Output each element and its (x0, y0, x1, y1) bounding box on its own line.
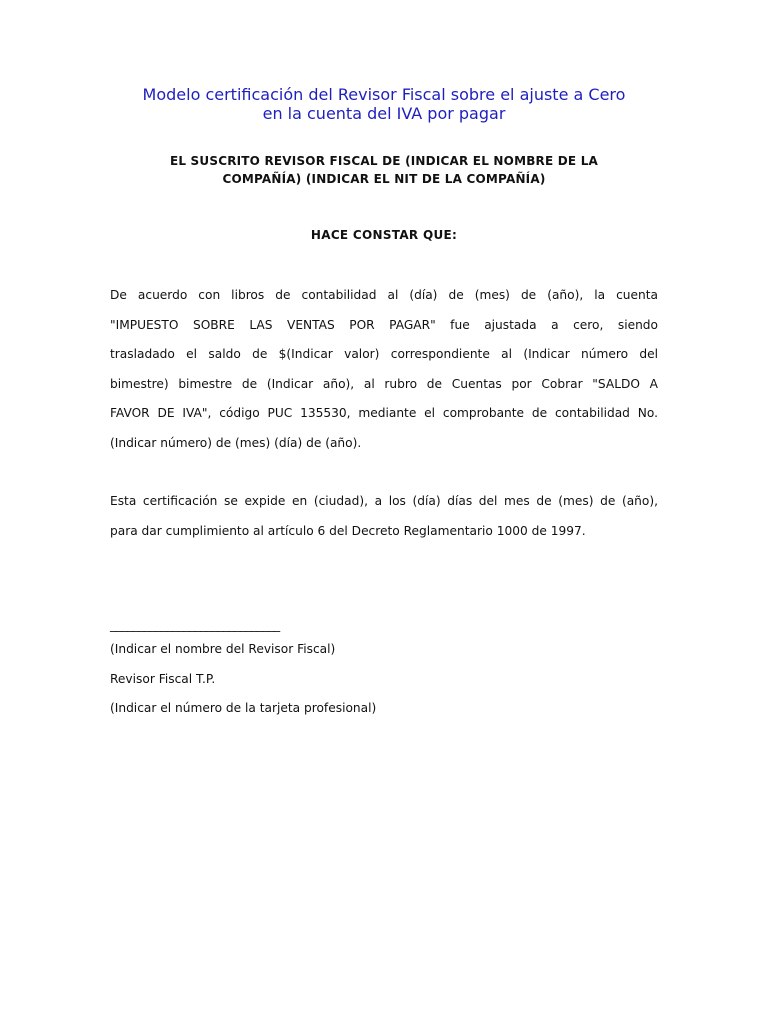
signature-line: ______________________________ (110, 617, 280, 632)
paragraph-line: (Indicar número) de (mes) (día) de (año). (110, 435, 362, 450)
paragraph-line: De acuerdo con libros de contabilidad al (día) de (mes) de (año), la cuenta (110, 288, 658, 302)
signer-role: Revisor Fiscal T.P. (110, 672, 216, 686)
document-title (100, 85, 668, 123)
paragraph-line: trasladado el saldo de $(Indicar valor) correspondiente al (Indicar número del (110, 347, 658, 361)
signer-card-number: (Indicar el número de la tarjeta profesional) (110, 701, 377, 715)
paragraph-line: bimestre) bimestre de (Indicar año), al rubro de Cuentas por Cobrar "SALDO A (110, 376, 658, 391)
signer-name: (Indicar el nombre del Revisor Fiscal) (110, 642, 336, 656)
paragraph-line: para dar cumplimiento al artículo 6 del Decreto Reglamentario 1000 de 1997. (110, 523, 586, 538)
title-line-2: en la cuenta del IVA por pagar (262, 104, 506, 123)
document-subtitle (100, 152, 668, 188)
paragraph-issuance (110, 493, 658, 552)
paragraph-certification (110, 287, 658, 464)
subtitle-line-2: COMPAÑÍA) (INDICAR EL NIT DE LA COMPAÑÍA) (222, 172, 546, 186)
title-line-1: Modelo certificación del Revisor Fiscal sobre el ajuste a Cero (142, 85, 626, 104)
paragraph-line: FAVOR DE IVA", código PUC 135530, mediante el comprobante de contabilidad No. (110, 406, 658, 420)
paragraph-line: "IMPUESTO SOBRE LAS VENTAS POR PAGAR" fue ajustada a cero, siendo (110, 317, 658, 332)
section-heading: HACE CONSTAR QUE: (310, 228, 458, 242)
paragraph-line: Esta certificación se expide en (ciudad), a los (día) días del mes de (mes) de (año), (110, 494, 658, 508)
subtitle-line-1: EL SUSCRITO REVISOR FISCAL DE (INDICAR EL NOMBRE DE LA (169, 154, 599, 168)
